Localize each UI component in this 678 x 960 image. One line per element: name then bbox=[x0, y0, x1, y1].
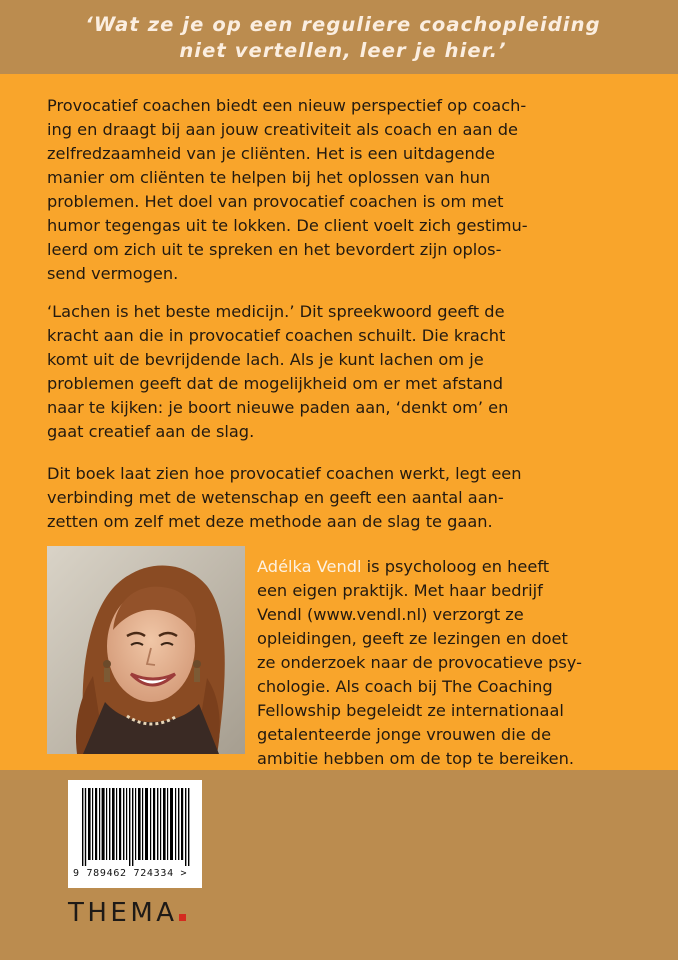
publisher-logo bbox=[68, 898, 186, 928]
bio-line: ze onderzoek naar de provocatieve psy- bbox=[257, 653, 582, 672]
text-line: leerd om zich uit te spreken en het bevordert zijn oplos- bbox=[47, 240, 502, 259]
bio-line bbox=[257, 555, 657, 579]
isbn-digits: 9 789462 724334 > bbox=[73, 868, 188, 879]
text-line: ing en draagt bij aan jouw creativiteit als coach en aan de bbox=[47, 120, 518, 139]
text-line: manier om cliënten te helpen bij het oplossen van hun bbox=[47, 168, 491, 187]
publisher-dot-icon bbox=[179, 914, 186, 921]
bio-line: ambitie hebben om de top te bereiken. bbox=[257, 749, 575, 768]
header-quote bbox=[18, 12, 668, 64]
bio-line: een eigen praktijk. Met haar bedrijf bbox=[257, 581, 543, 600]
isbn-barcode bbox=[68, 780, 202, 888]
text-line: komt uit de bevrijdende lach. Als je kunt lachen om je bbox=[47, 350, 484, 369]
intro-paragraph bbox=[47, 94, 647, 286]
text-line: zetten om zelf met deze methode aan de slag te gaan. bbox=[47, 512, 493, 531]
text-line: gaat creatief aan de slag. bbox=[47, 422, 255, 441]
barcode-icon bbox=[68, 780, 202, 868]
author-photo bbox=[47, 546, 245, 754]
author-portrait-icon bbox=[47, 546, 245, 754]
quote-line: niet vertellen, leer je hier.’ bbox=[179, 39, 507, 62]
bio-line: opleidingen, geeft ze lezingen en doet bbox=[257, 629, 568, 648]
text-line: Dit boek laat zien hoe provocatief coachen werkt, legt een bbox=[47, 464, 522, 483]
text-line: problemen. Het doel van provocatief coachen is om met bbox=[47, 192, 504, 211]
header-band bbox=[0, 0, 678, 74]
text-line: Provocatief coachen biedt een nieuw perspectief op coach- bbox=[47, 96, 527, 115]
bio-line: chologie. Als coach bij The Coaching bbox=[257, 677, 553, 696]
text-line: problemen geeft dat de mogelijkheid om er met afstand bbox=[47, 374, 504, 393]
bio-line-rest: is psycholoog en heeft bbox=[361, 557, 550, 576]
text-line: ‘Lachen is het beste medicijn.’ Dit spreekwoord geeft de bbox=[47, 302, 505, 321]
publisher-name: THEMA bbox=[68, 898, 178, 928]
laughter-paragraph bbox=[47, 300, 647, 444]
bio-line: Fellowship begeleidt ze internationaal bbox=[257, 701, 564, 720]
text-line: humor tegengas uit te lokken. De client voelt zich gestimu- bbox=[47, 216, 528, 235]
text-line: send vermogen. bbox=[47, 264, 179, 283]
quote-line: ‘Wat ze je op een reguliere coachopleiding bbox=[85, 13, 601, 36]
text-line: kracht aan die in provocatief coachen schuilt. Die kracht bbox=[47, 326, 506, 345]
bio-line: getalenteerde jonge vrouwen die de bbox=[257, 725, 552, 744]
bio-line: Vendl (www.vendl.nl) verzorgt ze bbox=[257, 605, 524, 624]
text-line: verbinding met de wetenschap en geeft een aantal aan- bbox=[47, 488, 504, 507]
author-bio bbox=[257, 555, 657, 771]
text-line: naar te kijken: je boort nieuwe paden aan, ‘denkt om’ en bbox=[47, 398, 509, 417]
author-name: Adélka Vendl bbox=[257, 557, 362, 576]
book-summary-paragraph bbox=[47, 462, 647, 534]
text-line: zelfredzaamheid van je cliënten. Het is een uitdagende bbox=[47, 144, 495, 163]
